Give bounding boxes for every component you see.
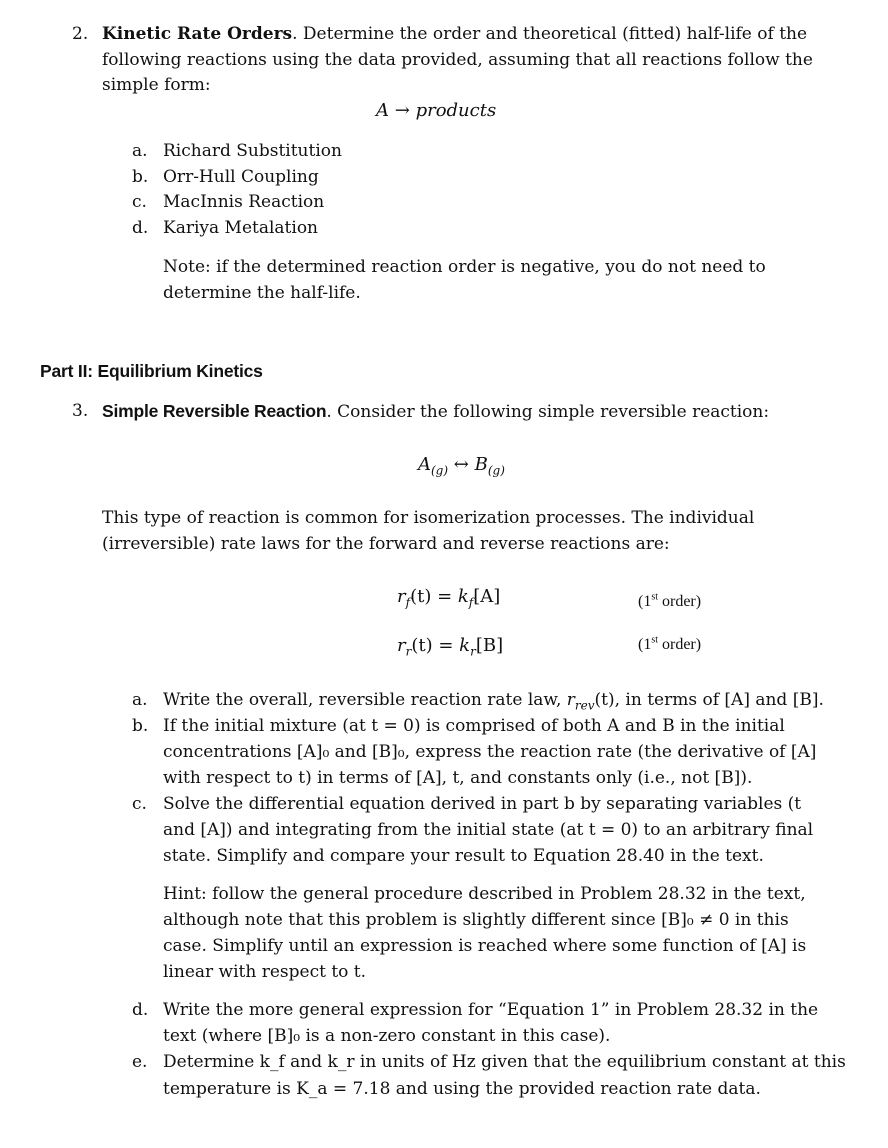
rate-constant: k [457, 586, 469, 607]
list-item-letter: c. [132, 192, 147, 212]
hint-line-3: case. Simplify until an expression is reached where some function of [A] is [163, 936, 807, 956]
question-number: 2. [72, 24, 89, 44]
question-3-text-line-2: (irreversible) rate laws for the forward and reverse reactions are: [102, 534, 670, 554]
general-reaction-equation [376, 98, 496, 124]
question-2-line-3: simple form: [102, 75, 211, 95]
phase-label: (g) [431, 463, 449, 478]
note-line-2: determine the half-life. [163, 283, 361, 303]
part-c-line-2: and [A]) and integrating from the initial state (at t = 0) to an arbitrary final [163, 820, 814, 840]
part-d-line-2: text (where [B]₀ is a non-zero constant in this case). [163, 1026, 611, 1046]
rate-subscript: r [405, 644, 412, 659]
rate-constant-subscript: f [468, 595, 474, 610]
part-b-line-1: If the initial mixture (at t = 0) is comprised of both A and B in the initial [163, 716, 785, 736]
part-d-line-1: Write the more general expression for “Equation 1” in Problem 28.32 in the [163, 1000, 819, 1020]
rate-argument: (t) = [411, 635, 460, 656]
section-heading: Part II: Equilibrium Kinetics [40, 361, 263, 381]
order-text: order) [658, 636, 702, 653]
forward-rate-law [397, 584, 500, 610]
question-text: . Consider the following simple reversible reaction: [326, 402, 770, 422]
part-b-line-3: with respect to t) in terms of [A], t, and constants only (i.e., not [B]). [163, 768, 753, 788]
note-line-1: Note: if the determined reaction order is negative, you do not need to [163, 257, 766, 277]
question-2-line-1 [102, 21, 807, 47]
concentration: [A] [473, 586, 501, 607]
order-suffix: st [651, 634, 658, 646]
part-c-line-3: state. Simplify and compare your result to Equation 28.40 in the text. [163, 846, 764, 866]
hint-line-4: linear with respect to t. [163, 962, 367, 982]
arrow-icon: → [394, 100, 410, 121]
list-item: Kariya Metalation [163, 218, 319, 238]
list-item-letter: b. [132, 167, 149, 187]
part-a-text-end: (t), in terms of [A] and [B]. [594, 690, 824, 710]
rate-constant: k [459, 635, 471, 656]
question-title: Simple Reversible Reaction [102, 401, 327, 421]
question-3-line-1 [102, 398, 769, 425]
question-number: 3. [72, 401, 89, 421]
order-number: (1 [638, 636, 652, 653]
part-c-line-1: Solve the differential equation derived in part b by separating variables (t [163, 794, 802, 814]
list-item: Orr-Hull Coupling [163, 167, 319, 187]
part-b-line-2: concentrations [A]₀ and [B]₀, express the reaction rate (the derivative of [A] [163, 742, 817, 762]
list-item: MacInnis Reaction [163, 192, 325, 212]
rate-argument: (t) = [410, 586, 458, 607]
list-item-letter: b. [132, 716, 149, 736]
reverse-rate-law [397, 633, 503, 659]
reverse-order-label [638, 632, 701, 658]
hint-line-1: Hint: follow the general procedure described in Problem 28.32 in the text, [163, 884, 806, 904]
phase-label: (g) [487, 463, 505, 478]
list-item-letter: d. [132, 1000, 149, 1020]
rate-symbol: r [397, 586, 406, 607]
rate-subscript: f [405, 595, 411, 610]
question-title: Kinetic Rate Orders [102, 24, 293, 44]
order-number: (1 [638, 593, 652, 610]
hint-line-2: although note that this problem is slightly different since [B]₀ ≠ 0 in this [163, 910, 789, 930]
list-item-letter: a. [132, 690, 148, 710]
species-a: A [418, 454, 431, 475]
question-text: . Determine the order and theoretical (fitted) half-life of the [292, 24, 808, 44]
order-suffix: st [651, 591, 658, 603]
reversible-reaction-equation [418, 452, 505, 478]
part-e-line-2: temperature is K_a = 7.18 and using the provided reaction rate data. [163, 1079, 761, 1099]
rate-symbol: r [566, 690, 575, 710]
reactant-symbol: A [376, 100, 389, 121]
double-arrow-icon: ↔ [453, 454, 469, 475]
part-a-text [163, 687, 824, 713]
list-item-letter: d. [132, 218, 149, 238]
question-3-text-line-1: This type of reaction is common for isomerization processes. The individual [102, 508, 755, 528]
concentration: [B] [475, 635, 504, 656]
rate-symbol: r [397, 635, 406, 656]
part-e-line-1: Determine k_f and k_r in units of Hz given that the equilibrium constant at this [163, 1052, 846, 1072]
list-item-letter: e. [132, 1052, 148, 1072]
product-symbol: products [415, 100, 497, 121]
list-item-letter: a. [132, 141, 148, 161]
species-b: B [474, 454, 488, 475]
rate-constant-subscript: r [470, 644, 476, 659]
rate-subscript: rev [574, 698, 595, 713]
list-item-letter: c. [132, 794, 147, 814]
part-a-text-start: Write the overall, reversible reaction rate law, [163, 690, 567, 710]
question-2-line-2: following reactions using the data provided, assuming that all reactions follow the [102, 50, 813, 70]
list-item: Richard Substitution [163, 141, 342, 161]
forward-order-label [638, 589, 701, 615]
order-text: order) [658, 593, 702, 610]
